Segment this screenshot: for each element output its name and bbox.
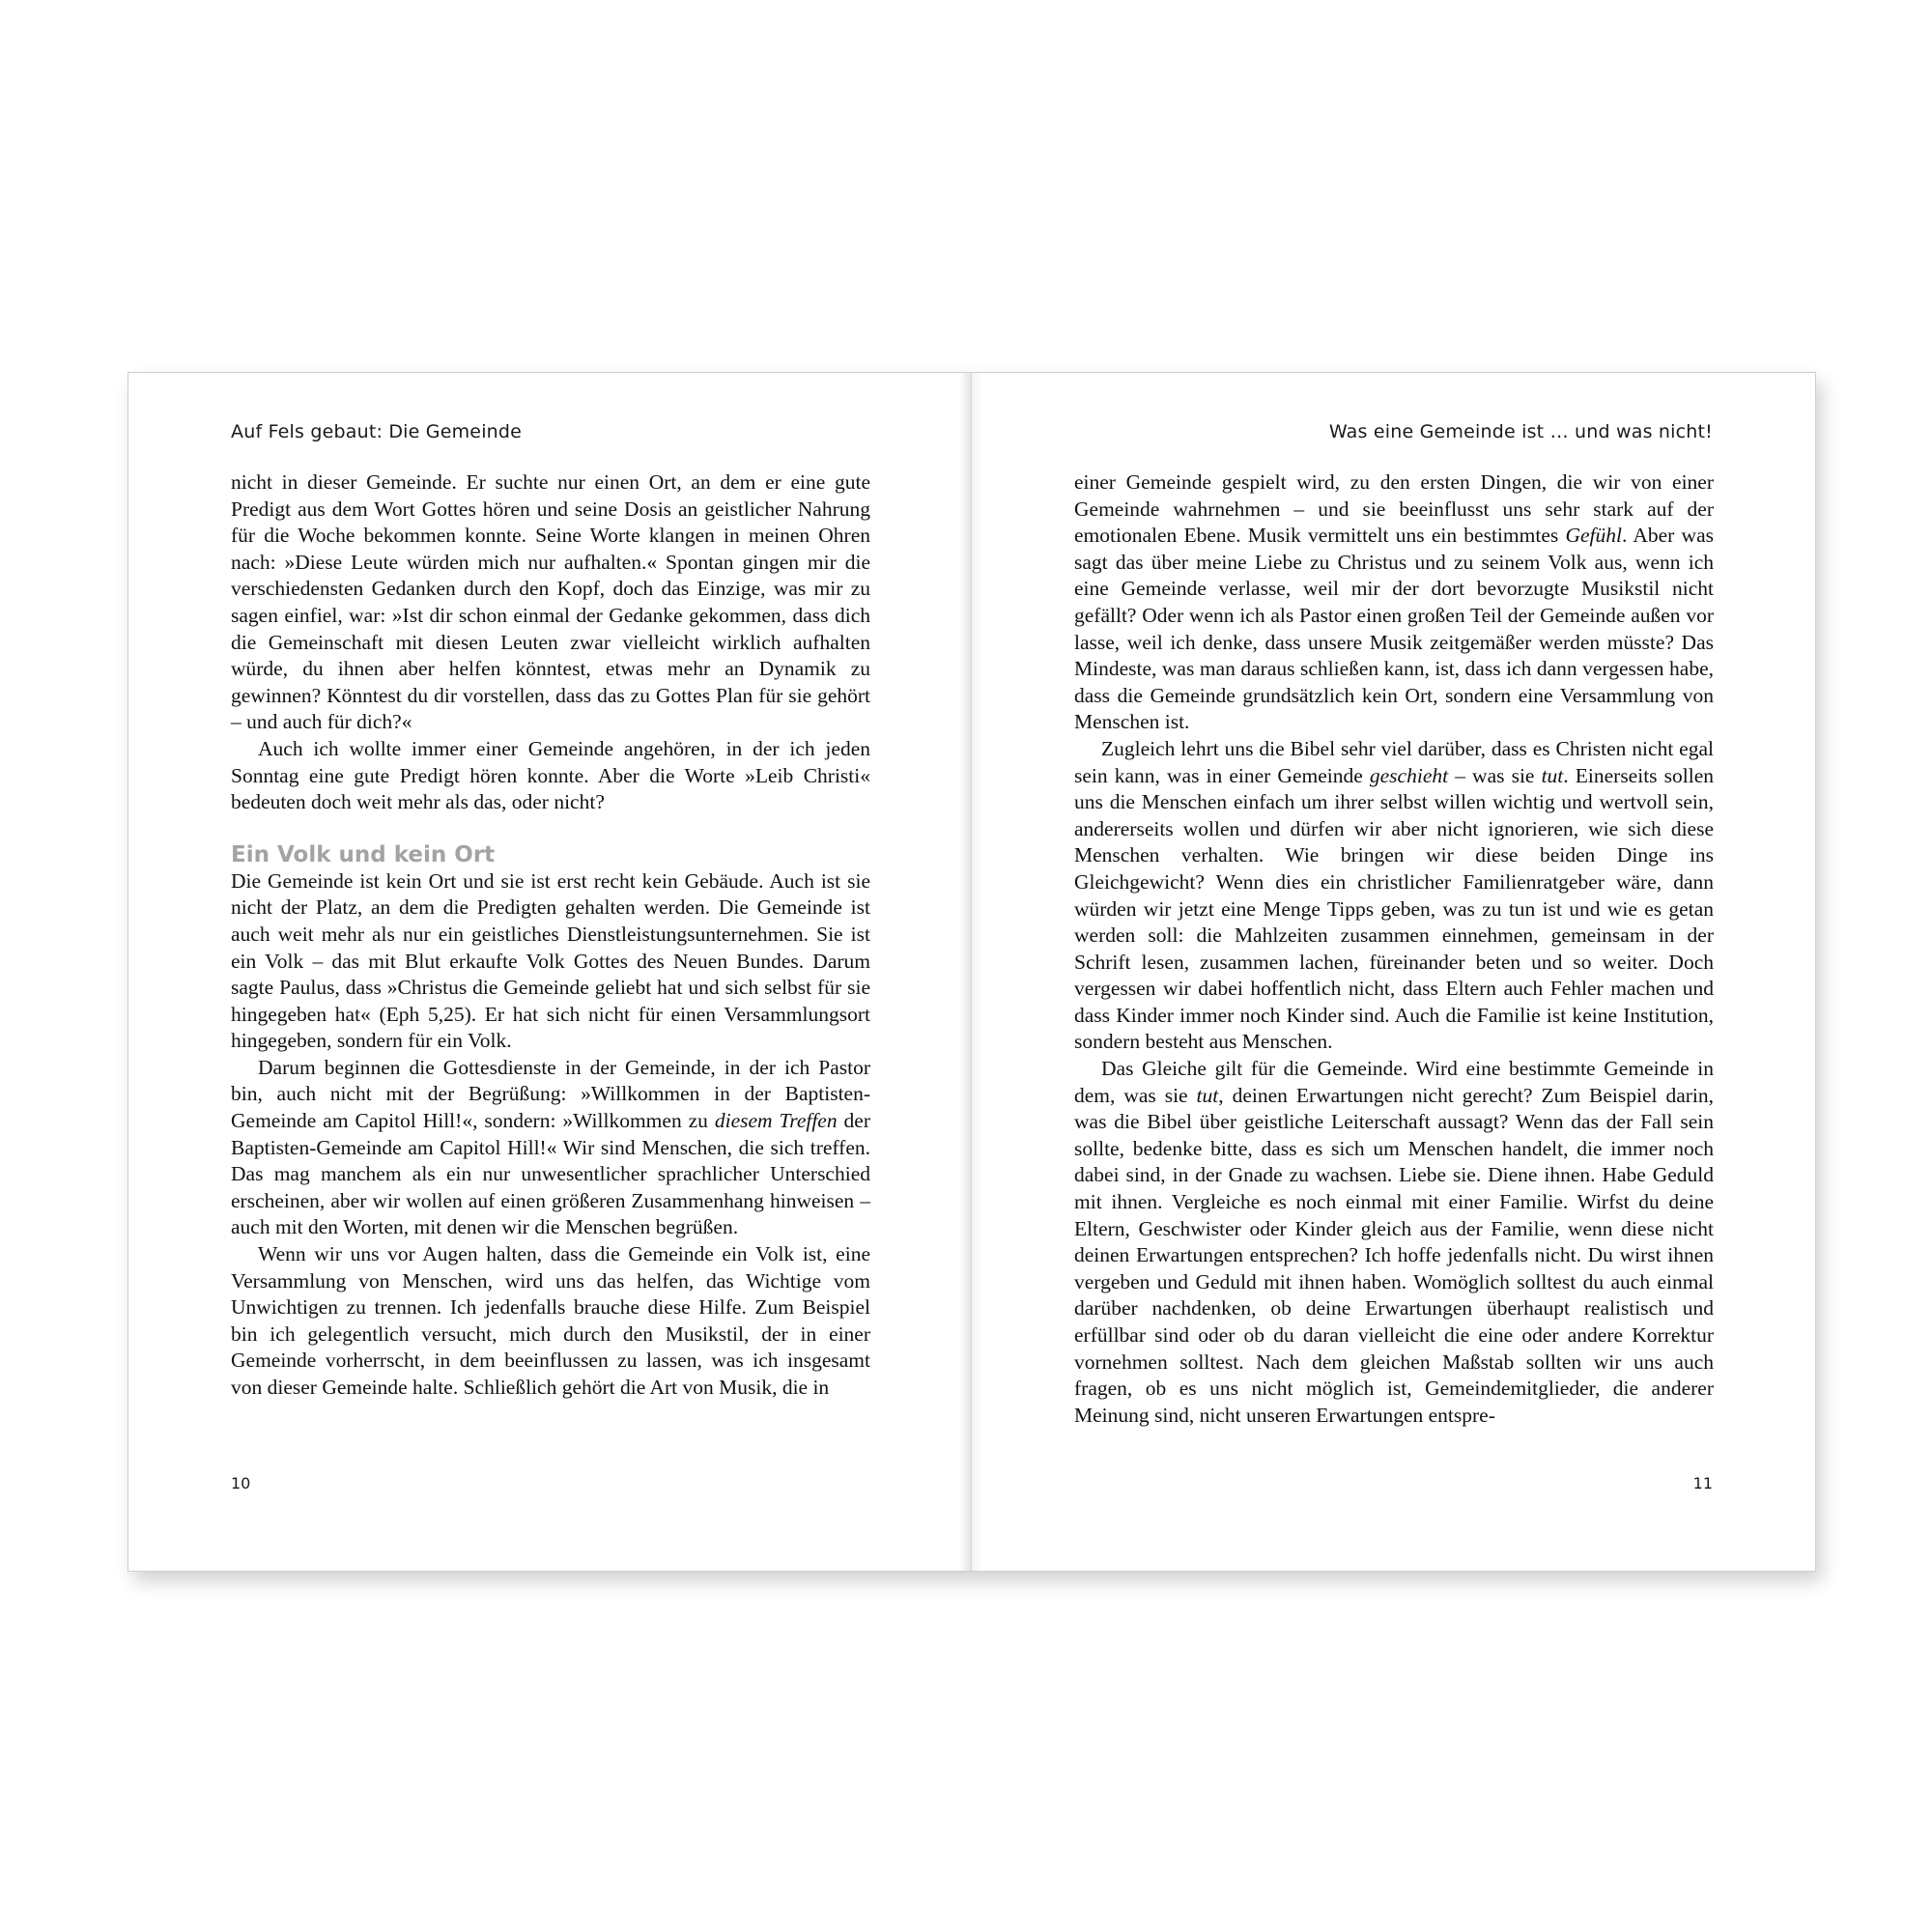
gutter-line [971,373,972,1571]
section-heading: Ein Volk und kein Ort [231,841,496,867]
right-paragraph-2-part-b: – was sie [1448,763,1542,787]
right-paragraph-1 [1074,469,1714,736]
right-paragraph-3 [1074,1056,1714,1429]
right-paragraph-3-emphasis: tut [1196,1083,1219,1107]
left-text-block [231,469,870,1402]
page-number-right: 11 [1692,1474,1713,1492]
book-spread [128,372,1816,1572]
left-paragraph-4 [231,1055,870,1241]
left-paragraph-2: Auch ich wollte immer einer Gemeinde angehören, in der ich jeden Sonntag eine gute Predigt hören konnte. Aber die Worte »Leib Christi« bedeuten doch weit mehr als das, oder nicht? [231,736,870,814]
right-paragraph-2-part-a: Zugleich lehrt uns die Bibel sehr viel darüber, dass es Christen nicht egal sein kann, was in einer Gemeinde [1074,736,1714,787]
right-paragraph-1-part-b: . Aber was sagt das über meine Liebe zu Christus und zu seinem Volk aus, wenn ich eine Gemeinde verlasse, weil mir der dort bevorzugte Musikstil nicht gefällt? Oder wenn ich als Pastor einen großen Teil der Gemeinde außen vor lasse, weil ich denke, dass unsere Musik zeitgemäßer werden müsste? Das Mindeste, was man daraus schließen kann, ist, dass ich dann vergessen habe, dass die Gemeinde grundsätzlich kein Ort, sondern eine Versammlung von Menschen ist. [1074,524,1714,734]
right-paragraph-3-part-b: , deinen Erwartungen nicht gerecht? Zum Beispiel darin, was die Bibel über geistliche Leiterschaft aussagt? Wenn das der Fall sein sollte, bedenke bitte, dass es sich um Menschen handelt, die immer noch dabei sind, in der Gnade zu wachsen. Liebe sie. Diene ihnen. Habe Geduld mit ihnen. Vergleiche es noch einmal mit einer Familie. Wirfst du deine Eltern, Geschwister oder Kinder gleich aus der Familie, wenn diese nicht deinen Erwartungen entsprechen? Ich hoffe jedenfalls nicht. Du wirst ihnen vergeben und Geduld mit ihnen haben. Womöglich solltest du auch einmal darüber nachdenken, ob deine Erwartungen überhaupt realistisch und erfüllbar sind oder ob du daran vielleicht die eine oder andere Korrektur vornehmen solltest. Nach dem gleichen Maßstab sollten wir uns auch fragen, ob es uns nicht möglich ist, Gemeindemitglieder, die anderer Meinung sind, nicht unseren Erwartungen entspre- [1074,1083,1714,1427]
running-head-right: Was eine Gemeinde ist … und was nicht! [1328,421,1713,442]
right-paragraph-1-emphasis: Gefühl [1565,524,1622,548]
right-paragraph-2-emphasis-1: geschieht [1369,763,1449,787]
right-paragraph-3-part-a: Das Gleiche gilt für die Gemeinde. Wird eine bestimmte Gemeinde in dem, was sie [1074,1057,1714,1107]
running-head-left: Auf Fels gebaut: Die Gemeinde [231,421,523,442]
right-paragraph-2-part-c: . Einerseits sollen uns die Menschen einfach um ihrer selbst willen wichtig und wertvoll sein, andererseits wollen und dürfen wir aber nicht ignorieren, wie sich diese Menschen verhalten. Wie bringen wir diese beiden Dinge ins Gleichgewicht? Wenn dies ein christlicher Familienratgeber wäre, dann würden wir jetzt eine Menge Tipps geben, was zu tun ist und wie es getan werden soll: die Mahlzeiten zusammen einnehmen, gemeinsam in der Schrift lesen, zusammen lachen, füreinander beten und so weiter. Doch vergessen wir dabei hoffentlich nicht, dass Eltern auch Fehler machen und dass Kinder immer noch Kinder sind. Auch die Familie ist keine Institution, sondern besteht aus Menschen. [1074,763,1714,1054]
left-paragraph-1: nicht in dieser Gemeinde. Er suchte nur einen Ort, an dem er eine gute Predigt aus dem Wort Gottes hören und seine Dosis an geistlicher Nahrung für die Woche bekommen konnte. Seine Worte klangen in meinen Ohren nach: »Diese Leute würden mich nur aufhalten.« Spontan gingen mir die verschiedensten Gedanken durch den Kopf, doch das Einzige, was mir zu sagen einfiel, war: »Ist dir schon einmal der Gedanke gekommen, dass dich die Gemeinschaft mit diesen Leuten zwar vielleicht wirklich aufhalten würde, du ihnen aber helfen könntest, etwas mehr an Dynamik zu gewinnen? Könntest du dir vorstellen, dass das zu Gottes Plan für sie gehört – und auch für dich?« [231,470,870,734]
right-paragraph-2-emphasis-2: tut [1541,763,1564,787]
right-paragraph-1-part-a: einer Gemeinde gespielt wird, zu den ersten Dingen, die wir von einer Gemeinde wahrnehmen – und sie beeinflusst uns sehr stark auf der emotionalen Ebene. Musik vermittelt uns ein bestimmtes [1074,470,1714,548]
left-paragraph-5: Wenn wir uns vor Augen halten, dass die Gemeinde ein Volk ist, eine Versammlung von Menschen, wird uns das helfen, das Wichtige vom Unwichtigen zu trennen. Ich jedenfalls brauche diese Hilfe. Zum Beispiel bin ich gelegentlich versucht, mich durch den Musikstil, der in einer Gemeinde vorherrscht, in dem beeinflussen zu lassen, was ich insgesamt von dieser Gemeinde halte. Schließlich gehört die Art von Musik, die in [231,1242,870,1399]
left-paragraph-3: Die Gemeinde ist kein Ort und sie ist erst recht kein Gebäude. Auch ist sie nicht der Platz, an dem die Predigten gehalten werden. Die Gemeinde ist auch weit mehr als nur ein geistliches Dienstleistungsunternehmen. Sie ist ein Volk – das mit Blut erkaufte Volk Gottes des Neuen Bundes. Darum sagte Paulus, dass »Christus die Gemeinde geliebt hat und sich selbst für sie hingegeben hat« (Eph 5,25). Er hat sich nicht für einen Versammlungsort hingegeben, sondern für ein Volk. [231,868,870,1053]
left-page [128,373,971,1571]
left-paragraph-4-emphasis: diesem Treffen [714,1109,838,1133]
left-paragraph-4-part-b: der Baptisten-Gemeinde am Capitol Hill!« Wir sind Menschen, die sich treffen. Das mag manchem als ein nur unwesentlicher sprachlicher Unterschied erscheinen, aber wir wollen auf einen größeren Zusammenhang hinweisen – auch mit den Worten, mit denen wir die Menschen begrüßen. [231,1109,870,1239]
right-page [972,373,1815,1571]
right-paragraph-2 [1074,736,1714,1056]
page-number-left: 10 [231,1474,251,1492]
left-paragraph-4-part-a: Darum beginnen die Gottesdienste in der Gemeinde, in der ich Pastor bin, auch nicht mit der Begrüßung: »Willkommen in der Baptisten-Gemeinde am Capitol Hill!«, sondern: »Willkommen zu [231,1055,870,1133]
right-text-block [1074,469,1714,1429]
